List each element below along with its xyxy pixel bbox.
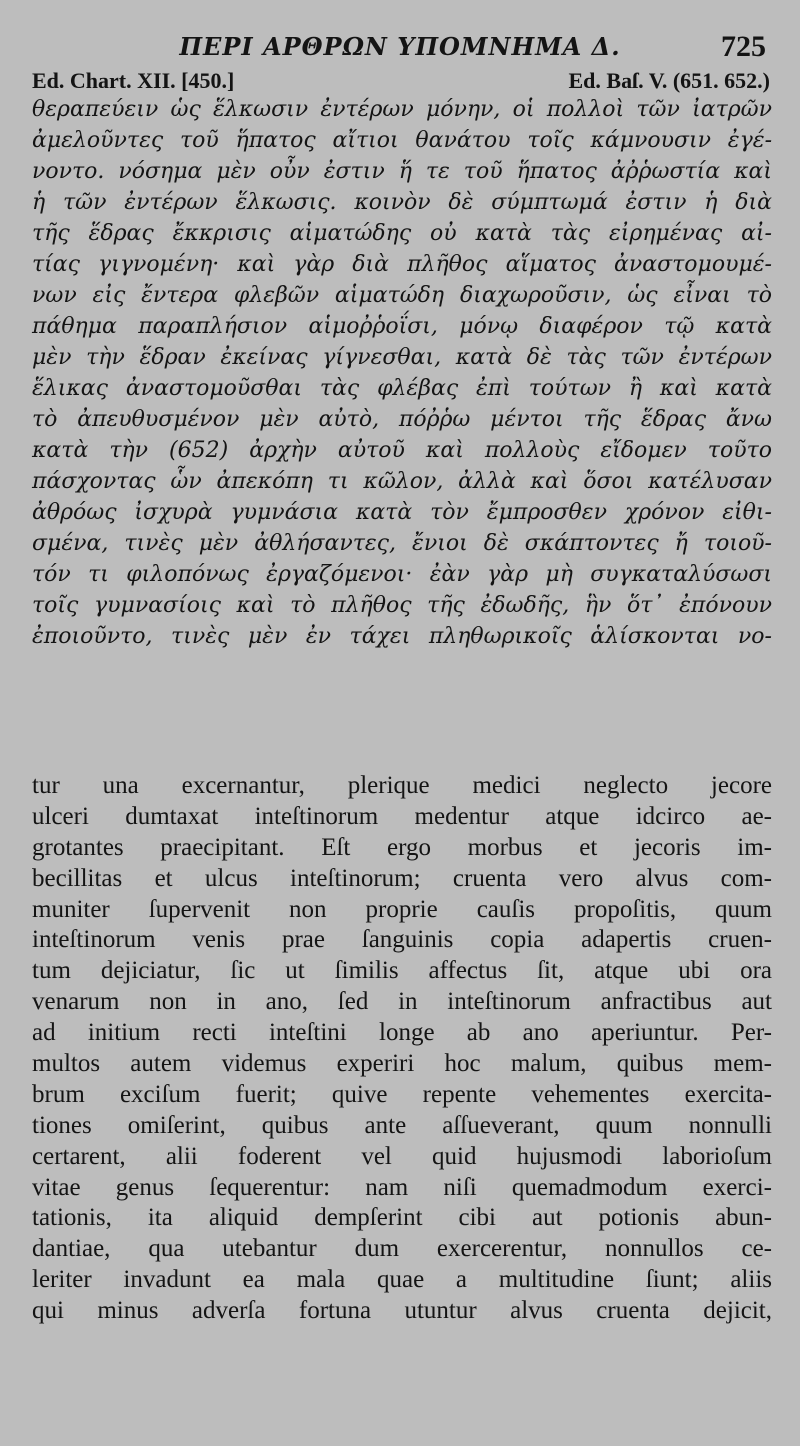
latin-line: tationis, ita aliquid dempſerint cibi aut potionis abun- [32, 1204, 772, 1232]
greek-line: ἡ τῶν ἐντέρων ἕλκωσις. κοινὸν δὲ σύμπτωμά ἐστιν ἡ διὰ [32, 190, 772, 215]
greek-line: ἀθρόως ἰσχυρὰ γυμνάσια κατὰ τὸν ἔμπροσθεν χρόνον εἰθι- [32, 500, 772, 525]
greek-line: ἕλικας ἀναστομοῦσθαι τὰς φλέβας ἐπὶ τούτων ἢ καὶ κατὰ [32, 376, 772, 401]
greek-line: τῆς ἕδρας ἔκκρισις αἱματώδης οὐ κατὰ τὰς εἰρημένας αἰ- [32, 221, 772, 246]
greek-line: τόν τι φιλοπόνως ἐργαζόμενοι· ἐὰν γὰρ μὴ συγκαταλύσωσι [32, 562, 772, 587]
greek-line: τίας γιγνομένη· καὶ γὰρ διὰ πλῆθος αἵματος ἀναστομουμέ- [32, 252, 772, 277]
greek-line: σμένα, τινὲς μὲν ἀθλήσαντες, ἔνιοι δὲ σκάπτοντες ἤ τοιοῦ- [32, 531, 772, 556]
latin-line: tiones omiſerint, quibus ante aſſueverant, quum nonnulli [32, 1111, 772, 1139]
page-header [30, 22, 770, 66]
edition-basel-ref: Ed. Baſ. V. (651. 652.) [568, 68, 770, 93]
greek-line: τοῖς γυμνασίοις καὶ τὸ πλῆθος τῆς ἐδωδῆς, ἣν ὅτ᾽ ἐπόνουν [32, 593, 772, 618]
latin-line: qui minus adverſa fortuna utuntur alvus cruenta dejicit, [32, 1297, 772, 1325]
latin-line: muniter ſupervenit non proprie cauſis propoſitis, quum [32, 895, 772, 923]
latin-text-block [32, 771, 772, 1327]
latin-line: becillitas et ulcus inteſtinorum; cruenta vero alvus com- [32, 864, 772, 892]
greek-line: πάθημα παραπλήσιον αἱμοῤῥοΐσι, μόνῳ διαφέρον τῷ κατὰ [32, 314, 772, 339]
latin-line: brum exciſum fuerit; quive repente vehementes exercita- [32, 1080, 772, 1108]
greek-line: πάσχοντας ὧν ἀπεκόπη τι κῶλον, ἀλλὰ καὶ ὅσοι κατέλυσαν [32, 469, 772, 494]
greek-line: τὸ ἀπευθυσμένον μὲν αὐτὸ, πόῤῥω μέντοι τῆς ἕδρας ἄνω [32, 407, 772, 432]
latin-line: leriter invadunt ea mala quae a multitudine ſiunt; aliis [32, 1266, 772, 1294]
latin-line: vitae genus ſequerentur: nam niſi quemadmodum exerci- [32, 1173, 772, 1201]
latin-line: tum dejiciatur, ſic ut ſimilis affectus ſit, atque ubi ora [32, 957, 772, 985]
greek-line: ἐποιοῦντο, τινὲς μὲν ἐν τάχει πληθωρικοῖς ἁλίσκονται νο- [32, 624, 772, 649]
running-title: ΠΕΡΙ ΑΡΘΡΩΝ ΥΠΟΜΝΗΜΑ Δ. [179, 32, 621, 61]
latin-line: multos autem videmus experiri hoc malum, quibus mem- [32, 1050, 772, 1078]
latin-line: certarent, alii foderent vel quid hujusmodi laborioſum [32, 1142, 772, 1170]
latin-line: tur una excernantur, plerique medici neglecto jecore [32, 772, 772, 799]
greek-line: κατὰ τὴν (652) ἀρχὴν αὐτοῦ καὶ πολλοὺς εἴδομεν τοῦτο [32, 438, 772, 463]
page-number: 725 [721, 30, 766, 63]
greek-text-block [32, 94, 772, 652]
edition-references [32, 64, 770, 94]
latin-line: dantiae, qua utebantur dum exercerentur, nonnullos ce- [32, 1235, 772, 1263]
greek-line: ἀμελοῦντες τοῦ ἥπατος αἴτιοι θανάτου τοῖς κάμνουσιν ἐγέ- [32, 128, 772, 153]
latin-line: ad initium recti inteſtini longe ab ano aperiuntur. Per- [32, 1019, 772, 1047]
greek-line: νοντο. νόσημα μὲν οὖν ἐστιν ἥ τε τοῦ ἥπατος ἀῤῥωστία καὶ [32, 159, 772, 184]
latin-line: venarum non in ano, ſed in inteſtinorum anfractibus aut [32, 988, 772, 1016]
edition-chart-ref: Ed. Chart. XII. [450.] [32, 68, 235, 93]
latin-line: ulceri dumtaxat inteſtinorum medentur atque idcirco ae- [32, 802, 772, 830]
latin-line: grotantes praecipitant. Eſt ergo morbus et jecoris im- [32, 833, 772, 861]
latin-line: inteſtinorum venis prae ſanguinis copia adapertis cruen- [32, 926, 772, 954]
greek-line: μὲν τὴν ἕδραν ἐκείνας γίγνεσθαι, κατὰ δὲ τὰς τῶν ἐντέρων [32, 345, 772, 370]
greek-line: νων εἰς ἔντερα φλεβῶν αἱματώδη διαχωροῦσιν, ὡς εἶναι τὸ [32, 283, 772, 308]
greek-line: θεραπεύειν ὡς ἕλκωσιν ἐντέρων μόνην, οἱ πολλοὶ τῶν ἰατρῶν [32, 97, 772, 122]
